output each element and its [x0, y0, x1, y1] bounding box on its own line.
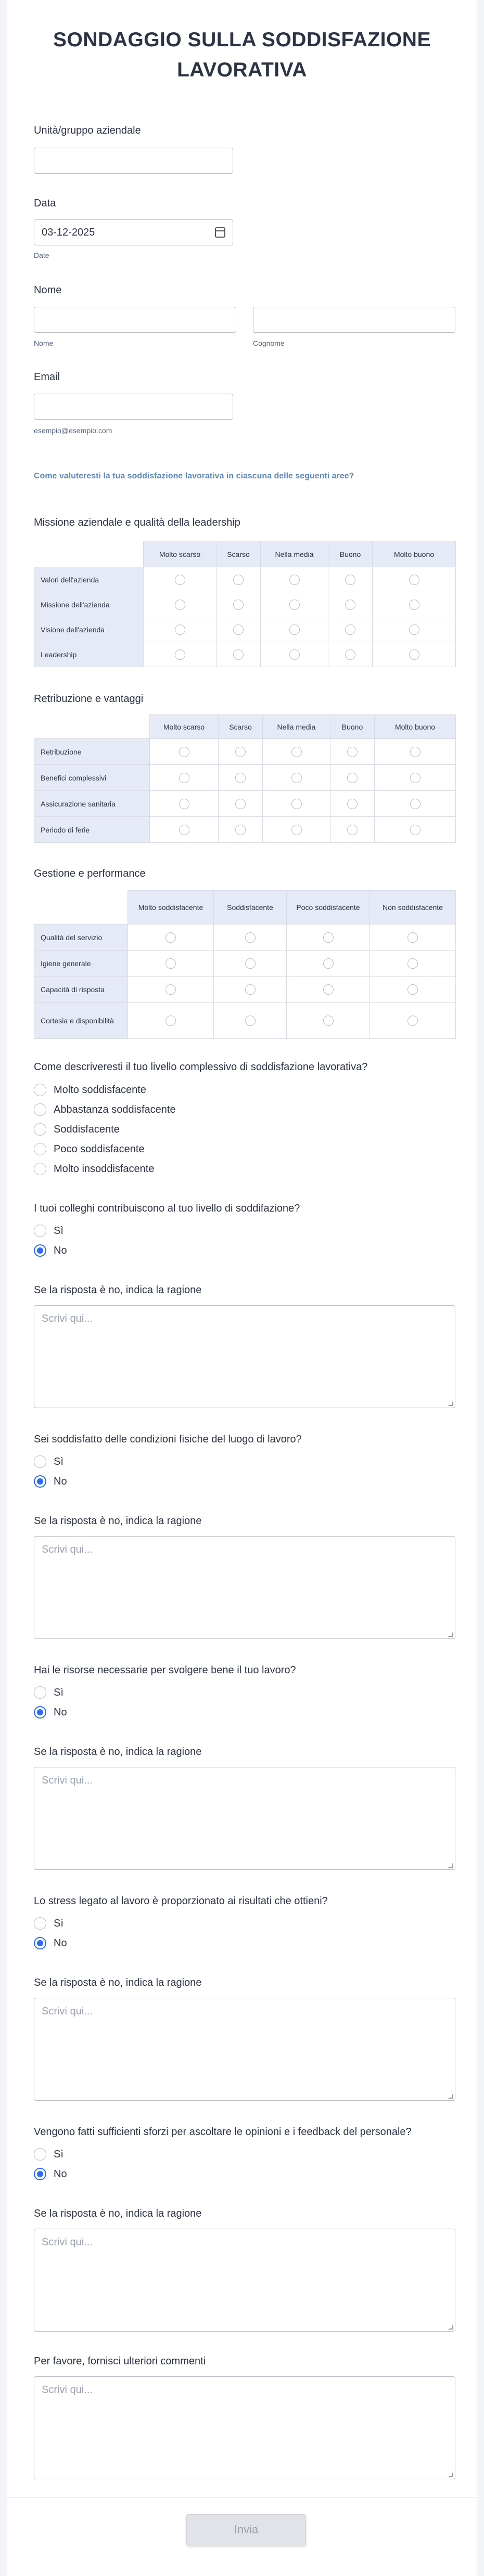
matrix-radio[interactable] — [347, 825, 358, 835]
email-input[interactable] — [34, 394, 233, 420]
matrix-radio[interactable] — [323, 958, 334, 969]
row-label: Igiene generale — [34, 951, 128, 977]
form-card — [7, 0, 477, 2576]
overall-question: Come descriveresti il tuo livello complessivo di soddisfazione lavorativa? — [34, 1061, 368, 1073]
matrix-radio[interactable] — [323, 1016, 334, 1026]
reason-textarea[interactable]: Scrivi qui... — [34, 1305, 455, 1408]
matrix-compensation — [34, 714, 456, 843]
matrix-radio[interactable] — [175, 649, 185, 660]
matrix-radio[interactable] — [345, 625, 355, 635]
reason-label: Se la risposta è no, indica la ragione — [34, 1284, 202, 1296]
yesno-question: Hai le risorse necessarie per svolgere bene il tuo lavoro? — [34, 1664, 296, 1676]
overall-option[interactable]: Soddisfacente — [34, 1122, 120, 1137]
matrix-radio[interactable] — [233, 575, 244, 585]
email-sublabel: esempio@esempio.com — [34, 426, 112, 435]
row-label: Cortesia e disponibilità — [34, 1003, 128, 1039]
matrix-radio[interactable] — [233, 649, 244, 660]
row-label: Benefici complessivi — [34, 765, 150, 791]
comments-textarea[interactable]: Scrivi qui... — [34, 2376, 455, 2479]
matrix-radio[interactable] — [345, 649, 355, 660]
matrix-radio[interactable] — [291, 825, 302, 835]
matrix-radio[interactable] — [289, 649, 300, 660]
resize-handle-icon[interactable] — [448, 2324, 453, 2330]
radio-button-selected[interactable] — [34, 1244, 46, 1257]
reason-textarea[interactable]: Scrivi qui... — [34, 2229, 455, 2332]
first-name-sublabel: Nome — [34, 339, 54, 347]
column-header: Nella media — [261, 541, 328, 567]
matrix-radio[interactable] — [165, 1016, 176, 1026]
row-label: Visione dell'azienda — [34, 617, 144, 642]
matrix-radio[interactable] — [410, 799, 421, 809]
column-header: Nella media — [263, 715, 330, 739]
radio-button[interactable] — [34, 1686, 46, 1699]
form-title: SONDAGGIO SULLA SODDISFAZIONE LAVORATIVA — [53, 29, 431, 81]
yes-option[interactable]: Sì — [34, 1685, 63, 1700]
matrix-radio[interactable] — [233, 625, 244, 635]
matrix-radio[interactable] — [407, 958, 418, 969]
matrix-radio[interactable] — [175, 625, 185, 635]
comments-label: Per favore, fornisci ulteriori commenti — [34, 2356, 206, 2367]
matrix-radio[interactable] — [345, 600, 355, 610]
matrix-radio[interactable] — [165, 932, 176, 943]
matrix-radio[interactable] — [179, 747, 189, 757]
radio-button[interactable] — [34, 1103, 46, 1116]
radio-button-selected[interactable] — [34, 1937, 46, 1949]
row-label: Qualità del servizio — [34, 925, 128, 951]
matrix-radio[interactable] — [175, 600, 185, 610]
matrix-radio[interactable] — [407, 984, 418, 995]
matrix-radio[interactable] — [165, 958, 176, 969]
column-header: Molto scarso — [150, 715, 219, 739]
name-label: Nome — [34, 284, 62, 296]
yesno-question: I tuoi colleghi contribuiscono al tuo livello di soddifazione? — [34, 1203, 300, 1214]
matrix-radio[interactable] — [175, 575, 185, 585]
row-label: Retribuzione — [34, 739, 150, 765]
yes-option[interactable]: Sì — [34, 1916, 63, 1931]
yes-option[interactable]: Sì — [34, 2146, 63, 2162]
no-option[interactable]: No — [34, 1243, 67, 1258]
resize-handle-icon[interactable] — [448, 1863, 453, 1868]
radio-button-selected[interactable] — [34, 1475, 46, 1488]
no-option[interactable]: No — [34, 2166, 67, 2182]
matrix-title-leadership: Missione aziendale e qualità della leadership — [34, 517, 240, 528]
matrix-radio[interactable] — [407, 932, 418, 943]
radio-button[interactable] — [34, 2148, 46, 2161]
matrix-radio[interactable] — [289, 575, 300, 585]
radio-button[interactable] — [34, 1917, 46, 1930]
matrix-radio[interactable] — [347, 747, 358, 757]
matrix-radio[interactable] — [179, 773, 189, 783]
reason-label: Se la risposta è no, indica la ragione — [34, 1746, 202, 1758]
last-name-sublabel: Cognome — [253, 339, 285, 347]
radio-button-selected[interactable] — [34, 2168, 46, 2180]
matrix-radio[interactable] — [235, 747, 246, 757]
matrix-radio[interactable] — [179, 799, 189, 809]
reason-label: Se la risposta è no, indica la ragione — [34, 1977, 202, 1988]
email-label: Email — [34, 371, 60, 383]
column-header: Soddisfacente — [214, 891, 287, 925]
matrix-radio[interactable] — [245, 932, 256, 943]
column-header: Buono — [328, 541, 373, 567]
matrix-radio[interactable] — [291, 799, 302, 809]
matrix-radio[interactable] — [291, 773, 302, 783]
matrix-radio[interactable] — [409, 649, 419, 660]
matrix-title-compensation: Retribuzione e vantaggi — [34, 693, 144, 705]
matrix-radio[interactable] — [291, 747, 302, 757]
column-header: Scarso — [219, 715, 263, 739]
row-label: Periodo di ferie — [34, 817, 150, 843]
matrix-radio[interactable] — [407, 1016, 418, 1026]
matrix-radio[interactable] — [323, 932, 334, 943]
matrix-radio[interactable] — [409, 600, 419, 610]
matrix-radio[interactable] — [289, 625, 300, 635]
matrix-radio[interactable] — [235, 825, 246, 835]
reason-label: Se la risposta è no, indica la ragione — [34, 2208, 202, 2219]
no-option[interactable]: No — [34, 1935, 67, 1951]
matrix-radio[interactable] — [347, 799, 358, 809]
footer-divider — [7, 2497, 477, 2498]
overall-option[interactable]: Poco soddisfacente — [34, 1141, 145, 1157]
column-header: Molto soddisfacente — [128, 891, 214, 925]
matrix-radio[interactable] — [345, 575, 355, 585]
no-option[interactable]: No — [34, 1474, 67, 1489]
matrix-radio[interactable] — [410, 825, 421, 835]
column-header: Molto scarso — [144, 541, 216, 567]
date-sublabel: Date — [34, 251, 49, 259]
date-label: Data — [34, 198, 56, 209]
calendar-icon[interactable] — [215, 227, 225, 238]
row-label: Capacità di risposta — [34, 977, 128, 1003]
column-header: Molto buono — [373, 541, 456, 567]
matrix-radio[interactable] — [410, 747, 421, 757]
overall-option[interactable]: Molto soddisfacente — [34, 1082, 146, 1098]
overall-option[interactable]: Molto insoddisfacente — [34, 1161, 154, 1177]
column-header: Buono — [330, 715, 375, 739]
date-input[interactable] — [34, 219, 233, 245]
column-header: Poco soddisfacente — [287, 891, 370, 925]
matrix-radio[interactable] — [347, 773, 358, 783]
column-header: Molto buono — [375, 715, 456, 739]
resize-handle-icon[interactable] — [448, 2093, 453, 2099]
yes-option[interactable]: Sì — [34, 1454, 63, 1469]
matrix-radio[interactable] — [409, 575, 419, 585]
reason-textarea[interactable]: Scrivi qui... — [34, 1767, 455, 1870]
matrix-radio[interactable] — [409, 625, 419, 635]
matrix-radio[interactable] — [245, 1016, 256, 1026]
radio-button[interactable] — [34, 1455, 46, 1468]
row-label: Missione dell'azienda — [34, 592, 144, 617]
radio-button[interactable] — [34, 1225, 46, 1237]
last-name-input[interactable] — [253, 307, 455, 333]
row-label: Assicurazione sanitaria — [34, 791, 150, 817]
radio-button[interactable] — [34, 1084, 46, 1096]
row-label: Valori dell'azienda — [34, 567, 144, 592]
radio-button-selected[interactable] — [34, 1706, 46, 1719]
radio-button[interactable] — [34, 1143, 46, 1155]
submit-button[interactable]: Invia — [186, 2514, 306, 2545]
unit-label: Unità/gruppo aziendale — [34, 125, 141, 136]
first-name-input[interactable] — [34, 307, 236, 333]
column-header: Non soddisfacente — [370, 891, 456, 925]
reason-textarea[interactable]: Scrivi qui... — [34, 1536, 455, 1639]
yesno-question: Sei soddisfatto delle condizioni fisiche del luogo di lavoro? — [34, 1434, 302, 1445]
resize-handle-icon[interactable] — [448, 2472, 453, 2477]
no-option[interactable]: No — [34, 1705, 67, 1720]
yes-option[interactable]: Sì — [34, 1223, 63, 1239]
matrix-radio[interactable] — [165, 984, 176, 995]
matrix-radio[interactable] — [235, 773, 246, 783]
resize-handle-icon[interactable] — [448, 1401, 453, 1406]
reason-textarea[interactable]: Scrivi qui... — [34, 1998, 455, 2101]
overall-option[interactable]: Abbastanza soddisfacente — [34, 1102, 176, 1117]
row-label: Leadership — [34, 642, 144, 667]
matrix-radio[interactable] — [289, 600, 300, 610]
yesno-question: Lo stress legato al lavoro è proporzionato ai risultati che ottieni? — [34, 1895, 328, 1907]
matrix-radio[interactable] — [410, 773, 421, 783]
matrix-radio[interactable] — [245, 958, 256, 969]
yesno-question: Vengono fatti sufficienti sforzi per ascoltare le opinioni e i feedback del personale? — [34, 2126, 412, 2138]
matrix-radio[interactable] — [235, 799, 246, 809]
matrix-radio[interactable] — [179, 825, 189, 835]
matrix-leadership — [34, 541, 456, 667]
matrix-title-management: Gestione e performance — [34, 868, 146, 879]
date-value: 03-12-2025 — [42, 227, 95, 238]
matrix-radio[interactable] — [233, 600, 244, 610]
rating-intro: Come valuteresti la tua soddisfazione lavorativa in ciascuna delle seguenti aree? — [34, 472, 354, 480]
matrix-radio[interactable] — [323, 984, 334, 995]
reason-label: Se la risposta è no, indica la ragione — [34, 1515, 202, 1527]
unit-input[interactable] — [34, 148, 233, 174]
radio-button[interactable] — [34, 1163, 46, 1175]
matrix-management — [34, 890, 456, 1039]
matrix-radio[interactable] — [245, 984, 256, 995]
resize-handle-icon[interactable] — [448, 1632, 453, 1637]
column-header: Scarso — [216, 541, 261, 567]
radio-button[interactable] — [34, 1123, 46, 1136]
